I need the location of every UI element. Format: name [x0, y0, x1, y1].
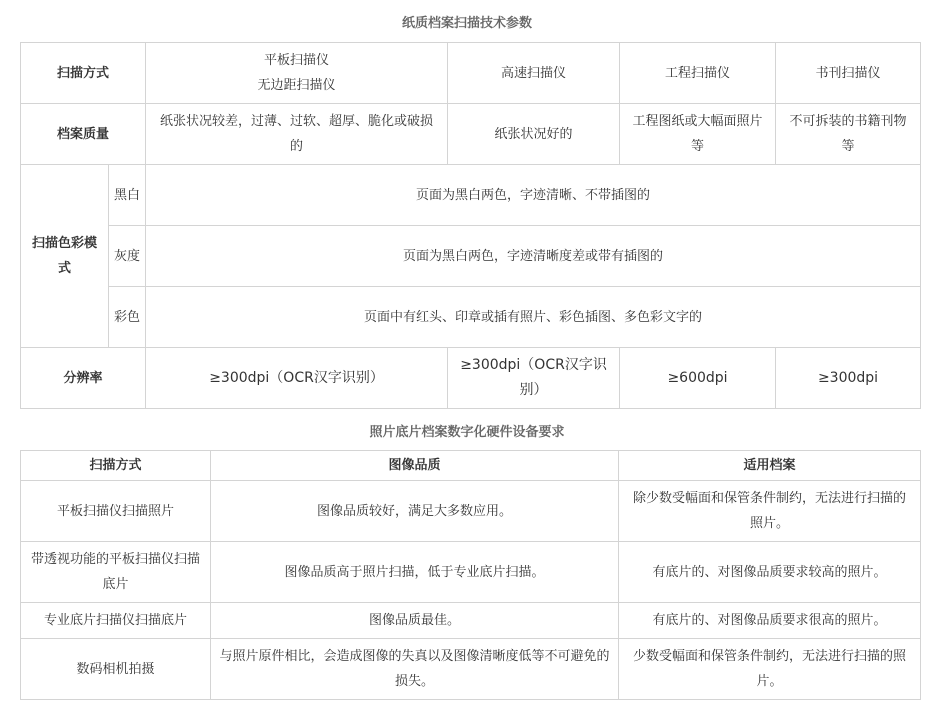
cell-book-scanner: 书刊扫描仪: [776, 43, 921, 104]
table1-caption: 纸质档案扫描技术参数: [401, 16, 532, 31]
row-header-scan-method: 扫描方式: [21, 43, 146, 104]
table-row: [21, 603, 921, 639]
table-row: [21, 481, 921, 542]
table-row: [21, 639, 921, 700]
table-row: [21, 287, 921, 348]
row-header-archive-quality: 档案质量: [21, 104, 146, 165]
column-header-image-quality: 图像品质: [211, 451, 619, 481]
cell-quality-engineering: 工程图纸或大幅面照片等: [620, 104, 776, 165]
flatbed-scanner-label: 平板扫描仪: [264, 53, 330, 68]
cell-scan-method: 专业底片扫描仪扫描底片: [21, 603, 211, 639]
color-mode-color-label: 彩色: [109, 287, 146, 348]
cell-flatbed-scanner: [146, 43, 448, 104]
table-row: [21, 104, 921, 165]
cell-quality-book: 不可拆装的书籍刊物等: [776, 104, 921, 165]
photo-film-hardware-table: [20, 450, 921, 700]
column-header-applicable-archives: 适用档案: [619, 451, 921, 481]
cell-high-speed-scanner: 高速扫描仪: [448, 43, 620, 104]
table-row: [21, 226, 921, 287]
table-row: [21, 43, 921, 104]
table2-caption: 照片底片档案数字化硬件设备要求: [369, 425, 565, 440]
cell-resolution-flatbed: ≥300dpi（OCR汉字识别）: [146, 348, 448, 409]
cell-applicable-archives: 少数受幅面和保管条件制约，无法进行扫描的照片。: [619, 639, 921, 700]
color-mode-bw-desc: 页面为黑白两色，字迹清晰、不带插图的: [146, 165, 921, 226]
color-mode-gray-label: 灰度: [109, 226, 146, 287]
cell-image-quality: 与照片原件相比，会造成图像的失真以及图像清晰度低等不可避免的损失。: [211, 639, 619, 700]
cell-applicable-archives: 有底片的、对图像品质要求较高的照片。: [619, 542, 921, 603]
cell-quality-high-speed: 纸张状况好的: [448, 104, 620, 165]
table-header-row: [21, 451, 921, 481]
row-header-resolution: 分辨率: [21, 348, 146, 409]
cell-resolution-high-speed: ≥300dpi（OCR汉字识别）: [448, 348, 620, 409]
cell-scan-method: 数码相机拍摄: [21, 639, 211, 700]
cell-resolution-engineering: ≥600dpi: [620, 348, 776, 409]
cell-scan-method: 平板扫描仪扫描照片: [21, 481, 211, 542]
row-header-color-mode: 扫描色彩模式: [21, 165, 109, 348]
cell-scan-method: 带透视功能的平板扫描仪扫描底片: [21, 542, 211, 603]
table-row: [21, 542, 921, 603]
cell-engineering-scanner: 工程扫描仪: [620, 43, 776, 104]
color-mode-gray-desc: 页面为黑白两色，字迹清晰度差或带有插图的: [146, 226, 921, 287]
column-header-scan-method: 扫描方式: [21, 451, 211, 481]
cell-image-quality: 图像品质最佳。: [211, 603, 619, 639]
table-row: [21, 165, 921, 226]
cell-applicable-archives: 除少数受幅面和保管条件制约，无法进行扫描的照片。: [619, 481, 921, 542]
cell-resolution-book: ≥300dpi: [776, 348, 921, 409]
borderless-scanner-label: 无边距扫描仪: [257, 78, 336, 93]
cell-image-quality: 图像品质较好，满足大多数应用。: [211, 481, 619, 542]
table-row: [21, 348, 921, 409]
color-mode-bw-label: 黑白: [109, 165, 146, 226]
cell-image-quality: 图像品质高于照片扫描，低于专业底片扫描。: [211, 542, 619, 603]
cell-quality-flatbed: 纸张状况较差，过薄、过软、超厚、脆化或破损的: [146, 104, 448, 165]
paper-archive-scan-params-table: [20, 42, 921, 409]
cell-applicable-archives: 有底片的、对图像品质要求很高的照片。: [619, 603, 921, 639]
color-mode-color-desc: 页面中有红头、印章或插有照片、彩色插图、多色彩文字的: [146, 287, 921, 348]
